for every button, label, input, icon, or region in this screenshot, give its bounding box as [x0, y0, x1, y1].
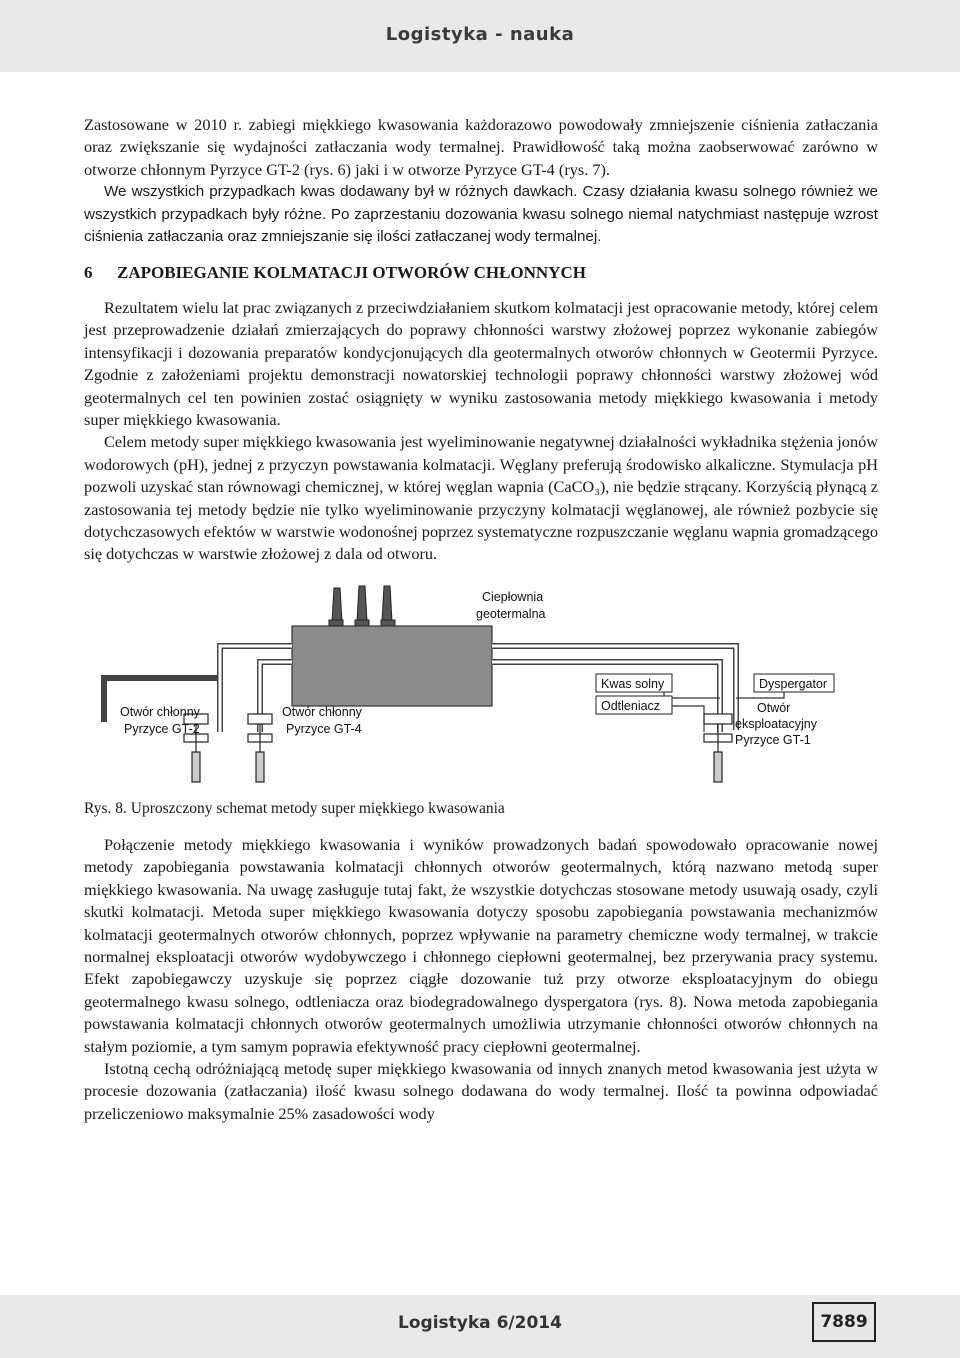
plant-chimneys	[329, 586, 395, 626]
paragraph: We wszystkich przypadkach kwas dodawany był w różnych dawkach. Czasy działania kwasu solnego również we wszystkich przypadkach były różne. Po zaprzestaniu dozowania kwasu solnego niemal natychmiast następuje wzrost ciśnienia zatłaczania oraz zmniejszanie się ilości zatłaczanej wody termalnej.	[84, 183, 878, 246]
dispergator-label: Dyspergator	[759, 676, 828, 691]
well-gt4	[248, 714, 272, 782]
geothermal-schematic	[84, 582, 878, 788]
page-number: 7889	[812, 1302, 876, 1342]
paragraph: Celem metody super miękkiego kwasowania jest wyeliminowanie negatywnej działalności wykładnika stężenia jonów wodorowych (pH), jednej z przyczyn powstawania kolmatacji. Węglany preferują środowisko alkaliczne. Stymulacja pH pozwoli uzyskać stan równowagi chemicznej, w której węglan wapnia (CaCO₃), nie będzie strącany. Korzyścią płynącą z zastosowania tej metody będzie nie tylko wyeliminowanie przyczyny kolmatacji węglanowej, ale również pozbycie się dotychczasowych efektów w warstwie wodonośnej poprzez systematyczne rozpuszczanie węglanu wapnia gromadzącego się dotychczas w warstwie złożowej z dala od otworu.	[84, 432, 878, 564]
section-number: 6	[84, 263, 93, 282]
plant-building	[292, 626, 492, 706]
paragraph: Rezultatem wielu lat prac związanych z przeciwdziałaniem skutkom kolmatacji jest opracowanie metody, której celem jest przeprowadzenie działań zmierzających do poprawy chłonności warstwy złożowej poprzez wykonanie zabiegów intensyfikacji i dozowania preparatów kondycjonujących dla geotermalnych otworów chłonnych w Geotermii Pyrzyce. Zgodnie z założeniami projektu demonstracji nowatorskiej technologii poprawy chłonności warstwy złożowej wód geotermalnych cel ten powinien zostać osiągnięty w wyniku zastosowania metody miękkiego kwasowania i metody super miękkiego kwasowania.	[84, 298, 878, 430]
figure-caption: Rys. 8. Uproszczony schemat metody super miękkiego kwasowania	[84, 799, 505, 817]
figure-diagram	[84, 582, 878, 788]
paragraph: Istotną cechą odróżniającą metodę super miękkiego kwasowania od innych znanych metod kwasowania jest użyta w procesie dozowania (zatłaczania) ilość kwasu solnego dodawana do wody termalnej. Ilość ta powinna odpowiadać przeliczeniowo maksymalnie 25% zasadowości wody	[84, 1058, 878, 1123]
gt4-label-line1: Otwór chłonny	[282, 704, 362, 719]
paragraph: Zastosowane w 2010 r. zabiegi miękkiego kwasowania każdorazowo powodowały zmniejszenie ciśnienia zatłaczania oraz zwiększanie się wydajności zatłaczania wody termalnej. Prawidłowość taką można zaobserwować zarówno w otworze chłonnym Pyrzyce GT-2 (rys. 6) jaki i w otworze Pyrzyce GT-4 (rys. 7).	[84, 115, 878, 179]
acid-label: Kwas solny	[601, 676, 665, 691]
gt1-label-line1: Otwór	[757, 700, 791, 715]
well-gt1	[704, 714, 732, 782]
section-title: ZAPOBIEGANIE KOLMATACJI OTWORÓW CHŁONNYCH	[117, 263, 586, 282]
gt2-label-line1: Otwór chłonny	[120, 704, 200, 719]
section-heading	[84, 263, 878, 283]
plant-label-line2: geotermalna	[476, 606, 546, 621]
journal-section-title: Logistyka - nauka	[385, 24, 575, 45]
plant-label-line1: Ciepłownia	[482, 589, 544, 604]
gt4-label-line2: Pyrzyce GT-4	[286, 721, 362, 736]
paragraph: Połączenie metody miękkiego kwasowania i wyników prowadzonych badań spowodowało opracowanie nowej metody zapobiegania powstawania kolmatacji chłonnych otworów geotermalnych, którą nazwano metodą super miękkiego kwasowania. Na uwagę zasługuje tutaj fakt, że wszystkie dotychczas stosowane metody usuwają osady, czyli skutki kolmatacji. Metoda super miękkiego kwasowania dotyczy sposobu zapobiegania powstawania mechanizmów kolmatacji geotermalnych otworów chłonnych, poprzez wpływanie na parametry chemiczne wody termalnej, w trakcie normalnej eksploatacji otworów wydobywczego i chłonnego ciepłowni geotermalnej, bez przerywania pracy systemu. Efekt zapobiegawczy uzyskuje się poprzez ciągłe dozowanie tuż przy otworze eksploatacyjnym do obiegu geotermalnego kwasu solnego, odtleniacza oraz biodegradowalnego dyspergatora (rys. 8). Nowa metoda zapobiegania powstawania kolmatacji chłonnych otworów geotermalnych umożliwia utrzymanie chłonności otworów chłonnych na stałym poziomie, a tym samym poprawia efektywność pracy ciepłowni geotermalnej.	[84, 834, 878, 1056]
degreaser-label: Odtleniacz	[601, 698, 661, 713]
article-body	[84, 114, 878, 1125]
gt2-label-line2: Pyrzyce GT-2	[124, 721, 200, 736]
gt1-label-line3: Pyrzyce GT-1	[735, 732, 811, 747]
gt1-label-line2: eksploatacyjny	[735, 716, 817, 731]
journal-issue: Logistyka 6/2014	[398, 1313, 562, 1333]
